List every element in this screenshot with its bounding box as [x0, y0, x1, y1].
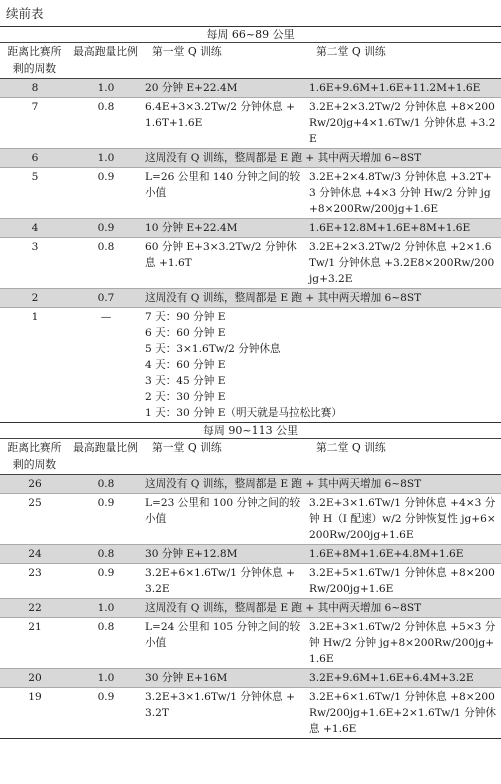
table-row — [0, 564, 501, 599]
weeks-to-race-cell: 3 — [0, 238, 70, 289]
weeks-to-race-cell: 23 — [0, 564, 70, 599]
first-q-workout-cell: L=26 公里和 140 分钟之间的较小值 — [142, 168, 306, 219]
daily-schedule-item: 2 天：30 分钟 E — [145, 391, 226, 403]
first-q-workout-cell: 3.2E+6×1.6Tw/1 分钟休息 +3.2E — [142, 564, 306, 599]
weeks-to-race-cell: 2 — [0, 289, 70, 308]
max-volume-ratio-cell: 1.0 — [70, 669, 142, 688]
column-header: 第一堂 Q 训练 — [142, 439, 306, 475]
second-q-workout-cell: 3.2E+9.6M+1.6E+6.4M+3.2E — [306, 669, 501, 688]
first-q-workout-cell: 6.4E+3×3.2Tw/2 分钟休息 +1.6T+1.6E — [142, 98, 306, 149]
section-title-row — [0, 27, 501, 43]
max-volume-ratio-cell: 1.0 — [70, 599, 142, 618]
header-row — [0, 43, 501, 79]
table-row — [0, 688, 501, 739]
table-row — [0, 494, 501, 545]
table-row — [0, 599, 501, 618]
weeks-to-race-cell: 20 — [0, 669, 70, 688]
weeks-to-race-cell: 8 — [0, 79, 70, 98]
max-volume-ratio-cell: 0.9 — [70, 564, 142, 599]
table-row — [0, 219, 501, 238]
daily-schedule-item: 5 天：3×1.6Tw/2 分钟休息 — [145, 343, 281, 355]
max-volume-ratio-cell: 0.8 — [70, 238, 142, 289]
column-header: 第二堂 Q 训练 — [306, 43, 501, 79]
column-header: 最高跑量比例 — [70, 43, 142, 79]
max-volume-ratio-cell: 0.9 — [70, 494, 142, 545]
weeks-to-race-cell: 22 — [0, 599, 70, 618]
column-header: 第二堂 Q 训练 — [306, 439, 501, 475]
full-week-note-cell: 这周没有 Q 训练，整周都是 E 跑 + 其中两天增加 6~8ST — [142, 475, 501, 494]
first-q-workout-cell: 10 分钟 E+22.4M — [142, 219, 306, 238]
second-q-workout-cell: 1.6E+12.8M+1.6E+8M+1.6E — [306, 219, 501, 238]
second-q-workout-cell: 3.2E+2×3.2Tw/2 分钟休息 +8×200Rw/20jg+4×1.6Tw/1 分钟休息 +3.2E — [306, 98, 501, 149]
max-volume-ratio-cell: 0.8 — [70, 98, 142, 149]
training-plan-table — [0, 26, 501, 739]
second-q-workout-cell: 1.6E+8M+1.6E+4.8M+1.6E — [306, 545, 501, 564]
weeks-to-race-cell: 21 — [0, 618, 70, 669]
header-row — [0, 439, 501, 475]
weeks-to-race-cell: 25 — [0, 494, 70, 545]
full-week-note-cell: 这周没有 Q 训练，整周都是 E 跑 + 其中两天增加 6~8ST — [142, 289, 501, 308]
table-row — [0, 168, 501, 219]
second-q-workout-cell: 3.2E+2×3.2Tw/2 分钟休息 +2×1.6Tw/1 分钟休息 +3.2E8×200Rw/200jg+3.2E — [306, 238, 501, 289]
table-row — [0, 618, 501, 669]
second-q-workout-cell: 1.6E+9.6M+1.6E+11.2M+1.6E — [306, 79, 501, 98]
max-volume-ratio-cell: 0.9 — [70, 688, 142, 739]
daily-schedule-item: 1 天：30 分钟 E（明天就是马拉松比赛） — [145, 407, 342, 419]
first-q-workout-cell: L=23 公里和 100 分钟之间的较小值 — [142, 494, 306, 545]
column-header: 距离比赛所剩的周数 — [0, 439, 70, 475]
weeks-to-race-cell: 4 — [0, 219, 70, 238]
second-q-workout-cell: 3.2E+3×1.6Tw/1 分钟休息 +4×3 分钟 H（I 配速）w/2 分钟恢复性 jg+6×200Rw/200jg+1.6E — [306, 494, 501, 545]
daily-schedule-item: 6 天：60 分钟 E — [145, 327, 226, 339]
section-title: 每周 90~113 公里 — [0, 423, 501, 439]
max-volume-ratio-cell: 0.9 — [70, 219, 142, 238]
max-volume-ratio-cell: 0.8 — [70, 545, 142, 564]
daily-schedule-cell — [142, 308, 501, 423]
table-row — [0, 545, 501, 564]
max-volume-ratio-cell: 0.9 — [70, 168, 142, 219]
full-week-note-cell: 这周没有 Q 训练，整周都是 E 跑 + 其中两天增加 6~8ST — [142, 599, 501, 618]
section-title-row — [0, 423, 501, 439]
table-row — [0, 308, 501, 423]
weeks-to-race-cell: 19 — [0, 688, 70, 739]
table-row — [0, 669, 501, 688]
table-row — [0, 98, 501, 149]
daily-schedule-item: 4 天：60 分钟 E — [145, 359, 226, 371]
weeks-to-race-cell: 6 — [0, 149, 70, 168]
table-row — [0, 475, 501, 494]
table-row — [0, 79, 501, 98]
first-q-workout-cell: 3.2E+3×1.6Tw/1 分钟休息 +3.2T — [142, 688, 306, 739]
second-q-workout-cell: 3.2E+2×4.8Tw/3 分钟休息 +3.2T+3 分钟休息 +4×3 分钟 Hw/2 分钟 jg+8×200Rw/200jg+1.6E — [306, 168, 501, 219]
first-q-workout-cell: 30 分钟 E+12.8M — [142, 545, 306, 564]
max-volume-ratio-cell: 0.7 — [70, 289, 142, 308]
daily-schedule-item: 3 天：45 分钟 E — [145, 375, 226, 387]
weeks-to-race-cell: 26 — [0, 475, 70, 494]
continued-table-label: 续前表 — [6, 6, 44, 21]
max-volume-ratio-cell: 1.0 — [70, 79, 142, 98]
max-volume-ratio-cell: 0.8 — [70, 475, 142, 494]
weeks-to-race-cell: 7 — [0, 98, 70, 149]
first-q-workout-cell: 30 分钟 E+16M — [142, 669, 306, 688]
second-q-workout-cell: 3.2E+6×1.6Tw/1 分钟休息 +8×200Rw/200jg+1.6E+2×1.6Tw/1 分钟休息 +1.6E — [306, 688, 501, 739]
weeks-to-race-cell: 1 — [0, 308, 70, 423]
second-q-workout-cell: 3.2E+5×1.6Tw/1 分钟休息 +8×200Rw/200jg+1.6E — [306, 564, 501, 599]
first-q-workout-cell: 60 分钟 E+3×3.2Tw/2 分钟休息 +1.6T — [142, 238, 306, 289]
column-header: 第一堂 Q 训练 — [142, 43, 306, 79]
column-header: 距离比赛所剩的周数 — [0, 43, 70, 79]
weeks-to-race-cell: 24 — [0, 545, 70, 564]
first-q-workout-cell: L=24 公里和 105 分钟之间的较小值 — [142, 618, 306, 669]
max-volume-ratio-cell: 1.0 — [70, 149, 142, 168]
column-header: 最高跑量比例 — [70, 439, 142, 475]
first-q-workout-cell: 20 分钟 E+22.4M — [142, 79, 306, 98]
table-row — [0, 289, 501, 308]
max-volume-ratio-cell: — — [70, 308, 142, 423]
weeks-to-race-cell: 5 — [0, 168, 70, 219]
table-row — [0, 149, 501, 168]
second-q-workout-cell: 3.2E+3×1.6Tw/2 分钟休息 +5×3 分钟 Hw/2 分钟 jg+8×200Rw/200jg+1.6E — [306, 618, 501, 669]
max-volume-ratio-cell: 0.8 — [70, 618, 142, 669]
daily-schedule-item: 7 天：90 分钟 E — [145, 311, 226, 323]
full-week-note-cell: 这周没有 Q 训练，整周都是 E 跑 + 其中两天增加 6~8ST — [142, 149, 501, 168]
table-row — [0, 238, 501, 289]
section-title: 每周 66~89 公里 — [0, 27, 501, 43]
